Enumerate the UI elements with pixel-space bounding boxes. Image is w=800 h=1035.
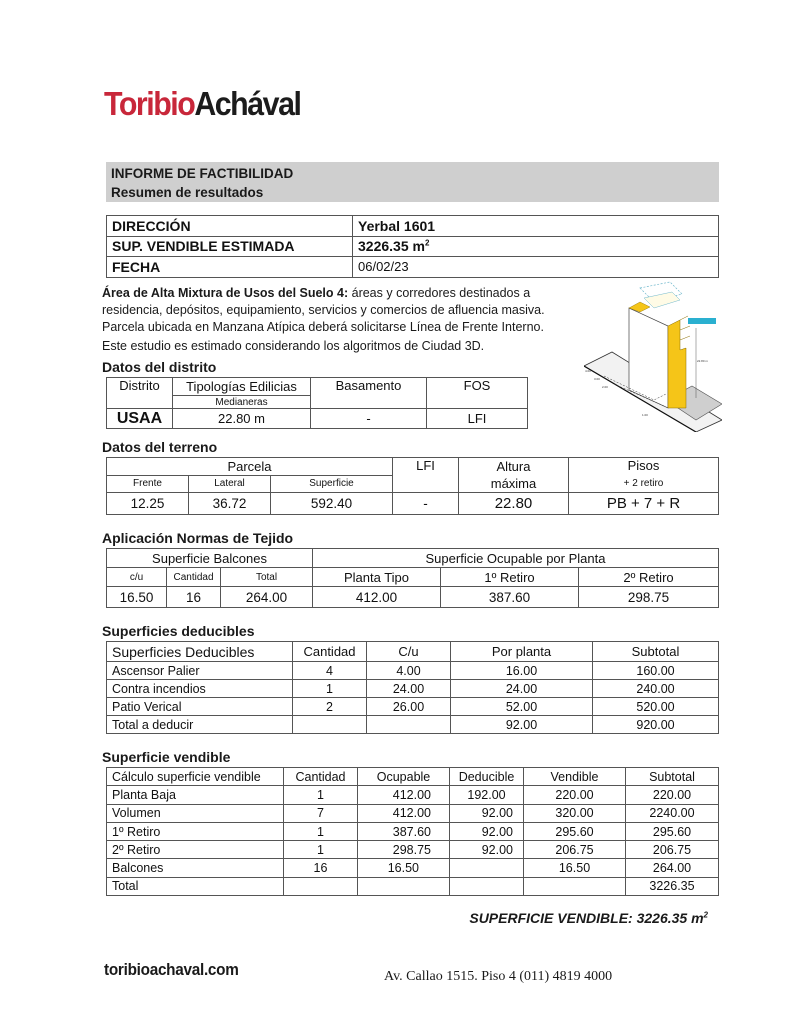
svg-text:4.00: 4.00	[585, 369, 591, 373]
district-code: USAA	[107, 409, 173, 429]
table-cell: 12.25	[107, 493, 189, 515]
fecha-value: 06/02/23	[353, 257, 719, 278]
table-cell	[293, 716, 367, 734]
column-header: LFI	[393, 458, 459, 493]
table-cell: 295.60	[626, 822, 719, 840]
table-header-row	[107, 549, 719, 568]
table-header-row	[107, 458, 719, 476]
table-row	[107, 804, 719, 822]
column-header: Cantidad	[293, 642, 367, 662]
sup-vendible-value	[353, 236, 719, 257]
column-subheader: 1º Retiro	[441, 568, 579, 587]
superscript: 2	[703, 910, 708, 920]
column-group-header: Superficie Balcones	[107, 549, 313, 568]
column-header: Cálculo superficie vendible	[107, 768, 284, 786]
table-cell: 36.72	[189, 493, 271, 515]
table-cell: 2240.00	[626, 804, 719, 822]
table-cell: 22.80	[459, 493, 569, 515]
svg-text:1.00: 1.00	[642, 413, 648, 417]
table-cell: 92.00	[450, 841, 524, 859]
table-total-row	[107, 716, 719, 734]
table-cell: 24.00	[451, 680, 593, 698]
superscript: 2	[424, 238, 430, 248]
table-cell: 3226.35	[626, 877, 719, 895]
company-logo	[104, 84, 300, 124]
column-group-header: Superficie Ocupable por Planta	[313, 549, 719, 568]
table-cell: 16.00	[451, 662, 593, 680]
direccion-label: DIRECCIÓN	[107, 216, 353, 237]
report-subtitle: Resumen de resultados	[111, 185, 264, 200]
table-cell: 192.00	[450, 786, 524, 804]
land-data-table	[106, 457, 719, 515]
table-cell	[358, 877, 450, 895]
logo-part-achaval: Achával	[194, 85, 301, 122]
table-cell: 1º Retiro	[107, 822, 284, 840]
table-cell: 92.00	[450, 822, 524, 840]
column-subheader: Medianeras	[173, 396, 311, 409]
table-row	[107, 587, 719, 608]
table-cell: Planta Baja	[107, 786, 284, 804]
table-header-row	[107, 642, 719, 662]
table-cell: 206.75	[626, 841, 719, 859]
building-diagram-image	[584, 280, 722, 432]
table-cell: 387.60	[358, 822, 450, 840]
table-cell: -	[393, 493, 459, 515]
table-cell: 1	[293, 680, 367, 698]
table-total-row	[107, 877, 719, 895]
table-cell: 220.00	[626, 786, 719, 804]
column-header: Subtotal	[626, 768, 719, 786]
table-cell: 1	[284, 841, 358, 859]
table-cell: 320.00	[524, 804, 626, 822]
table-cell: 16.50	[524, 859, 626, 877]
report-title: INFORME DE FACTIBILIDAD	[111, 166, 294, 181]
footer-website-link[interactable]: toribioachaval.com	[104, 960, 239, 979]
column-header: Por planta	[451, 642, 593, 662]
table-header-row	[107, 768, 719, 786]
table-header-row	[107, 378, 528, 396]
description-note: Este estudio es estimado considerando los algoritmos de Ciudad 3D.	[102, 338, 485, 353]
table-row	[107, 786, 719, 804]
section-heading-terreno: Datos del terreno	[102, 439, 218, 455]
table-subheader-row	[107, 568, 719, 587]
table-cell: 7	[284, 804, 358, 822]
table-row	[107, 859, 719, 877]
column-header: Distrito	[107, 378, 173, 409]
table-cell: 412.00	[313, 587, 441, 608]
district-data-table	[106, 377, 528, 429]
table-cell: 16	[167, 587, 221, 608]
column-header: C/u	[367, 642, 451, 662]
table-cell: 220.00	[524, 786, 626, 804]
table-cell: PB + 7 + R	[569, 493, 719, 515]
table-cell: Balcones	[107, 859, 284, 877]
table-row	[107, 822, 719, 840]
table-cell: 4	[293, 662, 367, 680]
section-heading-vendible: Superficie vendible	[102, 749, 231, 765]
table-cell: 295.60	[524, 822, 626, 840]
section-heading-distrito: Datos del distrito	[102, 359, 217, 375]
column-header	[459, 458, 569, 493]
column-header-line: Altura	[496, 459, 531, 474]
table-cell: 92.00	[450, 804, 524, 822]
table-cell: Ascensor Palier	[107, 662, 293, 680]
table-cell: 2	[293, 698, 367, 716]
table-cell: 520.00	[593, 698, 719, 716]
table-row	[107, 409, 528, 429]
sup-vendible-label: SUP. VENDIBLE ESTIMADA	[107, 236, 353, 257]
column-header: Subtotal	[593, 642, 719, 662]
logo-part-toribio: Toribio	[104, 85, 195, 122]
table-cell: 52.00	[451, 698, 593, 716]
table-cell: 22.80 m	[173, 409, 311, 429]
table-row	[107, 216, 719, 237]
table-cell	[367, 716, 451, 734]
summary-info-table	[106, 215, 719, 278]
column-header: Ocupable	[358, 768, 450, 786]
column-header: Vendible	[524, 768, 626, 786]
column-header	[569, 458, 719, 493]
column-header: Tipologías Edilicias	[173, 378, 311, 396]
table-cell: 298.75	[358, 841, 450, 859]
table-cell: 1	[284, 822, 358, 840]
column-subheader: Planta Tipo	[313, 568, 441, 587]
fecha-label: FECHA	[107, 257, 353, 278]
section-heading-tejido: Aplicación Normas de Tejido	[102, 530, 294, 546]
table-cell: 4.00	[367, 662, 451, 680]
table-cell: 240.00	[593, 680, 719, 698]
table-cell	[524, 877, 626, 895]
table-cell: 16.50	[107, 587, 167, 608]
column-subheader: Frente	[107, 475, 189, 493]
table-cell	[450, 877, 524, 895]
total-sellable-text: SUPERFICIE VENDIBLE: 3226.35 m	[469, 910, 704, 926]
table-cell: 2º Retiro	[107, 841, 284, 859]
table-row	[107, 257, 719, 278]
table-cell: 920.00	[593, 716, 719, 734]
footer-address: Av. Callao 1515. Piso 4 (011) 4819 4000	[384, 969, 613, 984]
table-cell: 16	[284, 859, 358, 877]
column-subheader: Lateral	[189, 475, 271, 493]
table-cell: 26.00	[367, 698, 451, 716]
svg-text:22.80 m: 22.80 m	[697, 359, 708, 363]
description-text: áreas y corredores destinados a residencia, depósitos, equipamiento, servicios y comercios de afluencia masiva. Parcela ubicada en Manzana Atípica deberá solicitarse Línea de Frente Interno.	[102, 286, 545, 335]
table-cell: 592.40	[271, 493, 393, 515]
column-group-header: Parcela	[107, 458, 393, 476]
table-cell: 412.00	[358, 786, 450, 804]
column-header-line: Pisos	[627, 458, 660, 473]
table-cell: 264.00	[221, 587, 313, 608]
table-cell: Contra incendios	[107, 680, 293, 698]
table-cell: Total a deducir	[107, 716, 293, 734]
column-subheader: 2º Retiro	[579, 568, 719, 587]
zoning-area-name: Área de Alta Mixtura de Usos del Suelo 4:	[102, 286, 349, 300]
table-cell: 160.00	[593, 662, 719, 680]
table-row	[107, 841, 719, 859]
table-cell: -	[311, 409, 427, 429]
table-row	[107, 236, 719, 257]
svg-text:3.00: 3.00	[594, 377, 600, 381]
table-cell: 16.50	[358, 859, 450, 877]
sup-vendible-number: 3226.35 m	[358, 238, 425, 255]
zoning-description	[102, 285, 572, 355]
table-cell: LFI	[427, 409, 528, 429]
table-row	[107, 680, 719, 698]
column-header: Superficies Deducibles	[107, 642, 293, 662]
total-sellable-surface	[469, 910, 708, 926]
column-subheader: Total	[221, 568, 313, 587]
direccion-value: Yerbal 1601	[353, 216, 719, 237]
table-cell: 387.60	[441, 587, 579, 608]
column-header: Basamento	[311, 378, 427, 409]
table-cell	[450, 859, 524, 877]
table-row	[107, 493, 719, 515]
svg-text:2.00: 2.00	[602, 385, 608, 389]
column-subheader: Cantidad	[167, 568, 221, 587]
deductible-surfaces-table	[106, 641, 719, 734]
table-cell: 1	[284, 786, 358, 804]
column-header-line: máxima	[490, 476, 537, 491]
table-cell: 24.00	[367, 680, 451, 698]
tejido-norms-table	[106, 548, 719, 608]
table-cell: Patio Verical	[107, 698, 293, 716]
table-cell: Volumen	[107, 804, 284, 822]
report-title-band	[106, 162, 719, 202]
table-cell: Total	[107, 877, 284, 895]
table-row	[107, 698, 719, 716]
column-header: Deducible	[450, 768, 524, 786]
table-cell	[284, 877, 358, 895]
table-cell: 206.75	[524, 841, 626, 859]
description-paragraph	[102, 285, 572, 337]
column-subheader: Superficie	[271, 475, 393, 493]
column-header: FOS	[427, 378, 528, 409]
table-cell: 92.00	[451, 716, 593, 734]
section-heading-deducibles: Superficies deducibles	[102, 623, 255, 639]
column-subheader: c/u	[107, 568, 167, 587]
table-cell: 298.75	[579, 587, 719, 608]
table-cell: 412.00	[358, 804, 450, 822]
sellable-surface-table	[106, 767, 719, 896]
column-header: Cantidad	[284, 768, 358, 786]
table-row	[107, 662, 719, 680]
table-cell: 264.00	[626, 859, 719, 877]
column-subheader: + 2 retiro	[623, 478, 664, 489]
